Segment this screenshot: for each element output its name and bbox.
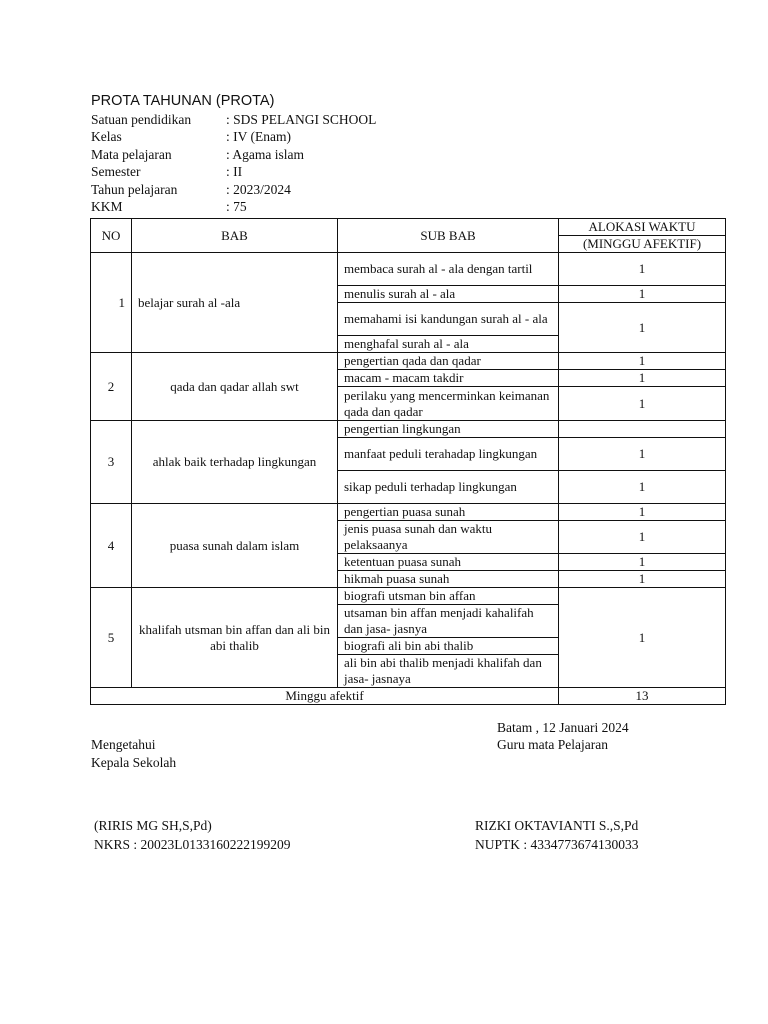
table-row	[91, 421, 726, 438]
weeks-cell: 1	[559, 387, 726, 421]
chapter-number: 3	[91, 421, 132, 504]
meta-value: : 75	[226, 199, 247, 214]
principal-id: NKRS : 20023L0133160222199209	[94, 837, 291, 852]
sub-bab-cell: biografi utsman bin affan	[338, 588, 559, 605]
meta-value: : SDS PELANGI SCHOOL	[226, 112, 377, 127]
sub-bab-cell: pengertian puasa sunah	[338, 504, 559, 521]
sub-bab-cell: menghafal surah al - ala	[338, 336, 559, 353]
meta-key: Kelas	[91, 129, 122, 144]
weeks-cell: 1	[559, 303, 726, 353]
sub-bab-cell: ketentuan puasa sunah	[338, 554, 559, 571]
table-row	[91, 588, 726, 605]
acknowledged-label: Mengetahui	[91, 737, 156, 752]
table-row	[91, 504, 726, 521]
chapter-number: 1	[91, 253, 132, 353]
sub-bab-cell: pengertian qada dan qadar	[338, 353, 559, 370]
weeks-cell: 1	[559, 471, 726, 504]
weeks-cell: 1	[559, 370, 726, 387]
chapter-title: khalifah utsman bin affan dan ali bin abi thalib	[132, 588, 338, 688]
place-date: Batam , 12 Januari 2024	[497, 720, 629, 735]
meta-key: KKM	[91, 199, 123, 214]
chapter-number: 5	[91, 588, 132, 688]
teacher-name: RIZKI OKTAVIANTI S.,S,Pd	[475, 818, 639, 833]
weeks-cell: 1	[559, 438, 726, 471]
meta-key: Satuan pendidikan	[91, 112, 192, 127]
sub-bab-cell: perilaku yang mencerminkan keimanan qada dan qadar	[338, 387, 559, 421]
sub-bab-cell: utsaman bin affan menjadi kahalifah dan jasa- jasnya	[338, 605, 559, 638]
weeks-cell	[559, 421, 726, 438]
weeks-cell: 1	[559, 286, 726, 303]
weeks-cell: 1	[559, 353, 726, 370]
sub-bab-cell: biografi ali bin abi thalib	[338, 638, 559, 655]
chapter-number: 2	[91, 353, 132, 421]
weeks-cell: 1	[559, 253, 726, 286]
teacher-role: Guru mata Pelajaran	[497, 737, 608, 752]
meta-key: Semester	[91, 164, 141, 179]
header-bab: BAB	[132, 219, 338, 253]
total-label: Minggu afektif	[91, 688, 559, 705]
meta-value: : Agama islam	[226, 147, 304, 162]
chapter-title: ahlak baik terhadap lingkungan	[132, 421, 338, 504]
weeks-cell: 1	[559, 588, 726, 688]
sub-bab-cell: memahami isi kandungan surah al - ala	[338, 303, 559, 336]
header-row	[91, 219, 726, 236]
total-row	[91, 688, 726, 705]
sub-bab-cell: hikmah puasa sunah	[338, 571, 559, 588]
chapter-title: belajar surah al -ala	[132, 253, 338, 353]
meta-key: Tahun pelajaran	[91, 182, 178, 197]
meta-value: : 2023/2024	[226, 182, 291, 197]
sub-bab-cell: jenis puasa sunah dan waktu pelaksaanya	[338, 521, 559, 554]
sub-bab-cell: ali bin abi thalib menjadi khalifah dan jasa- jasnaya	[338, 655, 559, 688]
meta-value: : IV (Enam)	[226, 129, 291, 144]
chapter-number: 4	[91, 504, 132, 588]
header-alokasi-unit: (MINGGU AFEKTIF)	[559, 236, 726, 253]
document-title: PROTA TAHUNAN (PROTA)	[91, 93, 275, 109]
sub-bab-cell: manfaat peduli terahadap lingkungan	[338, 438, 559, 471]
weeks-cell: 1	[559, 521, 726, 554]
weeks-cell: 1	[559, 554, 726, 571]
sub-bab-cell: membaca surah al - ala dengan tartil	[338, 253, 559, 286]
principal-name: (RIRIS MG SH,S,Pd)	[94, 818, 212, 833]
header-no: NO	[91, 219, 132, 253]
sub-bab-cell: sikap peduli terhadap lingkungan	[338, 471, 559, 504]
sub-bab-cell: menulis surah al - ala	[338, 286, 559, 303]
chapter-title: puasa sunah dalam islam	[132, 504, 338, 588]
header-sub-bab: SUB BAB	[338, 219, 559, 253]
table-row	[91, 353, 726, 370]
meta-value: : II	[226, 164, 243, 179]
weeks-cell: 1	[559, 504, 726, 521]
meta-key: Mata pelajaran	[91, 147, 172, 162]
table-row	[91, 253, 726, 286]
principal-role: Kepala Sekolah	[91, 755, 177, 770]
chapter-title: qada dan qadar allah swt	[132, 353, 338, 421]
weeks-cell: 1	[559, 571, 726, 588]
sub-bab-cell: pengertian lingkungan	[338, 421, 559, 438]
header-alokasi: ALOKASI WAKTU	[559, 219, 726, 236]
prota-table	[90, 218, 726, 705]
sub-bab-cell: macam - macam takdir	[338, 370, 559, 387]
total-value: 13	[559, 688, 726, 705]
teacher-id: NUPTK : 4334773674130033	[475, 837, 639, 852]
